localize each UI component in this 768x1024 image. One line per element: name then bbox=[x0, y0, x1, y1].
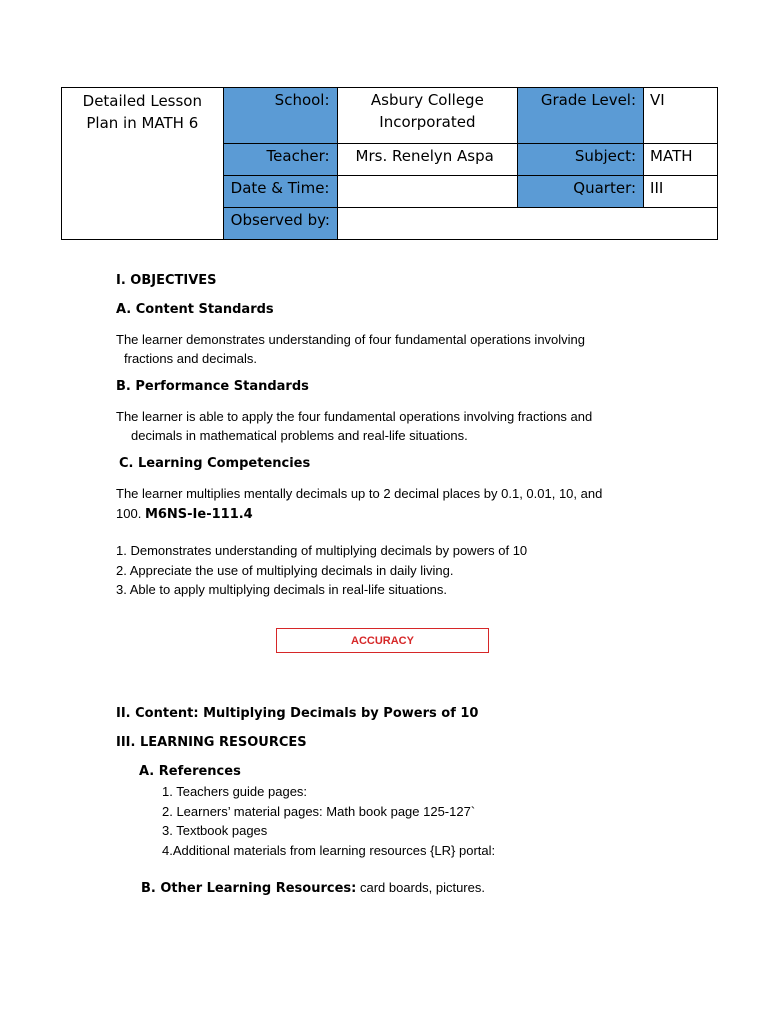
other-resources-label: B. Other Learning Resources: bbox=[141, 881, 357, 896]
performance-standards-heading: B. Performance Standards bbox=[116, 379, 309, 394]
competencies-line-2 bbox=[116, 504, 253, 524]
teacher-label: Teacher: bbox=[223, 144, 337, 176]
reference-item-3: 3. Textbook pages bbox=[162, 823, 268, 838]
school-label: School: bbox=[223, 88, 337, 144]
competency-item-3: 3. Able to apply multiplying decimals in real-life situations. bbox=[116, 582, 447, 597]
content-standards-line-1: The learner demonstrates understanding of four fundamental operations involving bbox=[116, 332, 586, 347]
content-heading: II. Content: Multiplying Decimals by Powers of 10 bbox=[116, 706, 479, 721]
reference-item-4: 4.Additional materials from learning resources {LR} portal: bbox=[162, 843, 496, 858]
competency-item-1: 1. Demonstrates understanding of multiplying decimals by powers of 10 bbox=[116, 543, 528, 558]
competencies-line-1: The learner multiplies mentally decimals up to 2 decimal places by 0.1, 0.01, 10, and bbox=[116, 486, 603, 501]
lesson-header-table bbox=[61, 87, 718, 240]
references-heading: A. References bbox=[139, 764, 241, 779]
school-value bbox=[337, 88, 518, 144]
accuracy-label-box: ACCURACY bbox=[276, 628, 489, 653]
title-line-1: Detailed Lesson bbox=[82, 92, 202, 110]
performance-standards-line-2: decimals in mathematical problems and real-life situations. bbox=[131, 428, 468, 443]
date-time-label: Date & Time: bbox=[223, 176, 337, 208]
competency-item-2: 2. Appreciate the use of multiplying decimals in daily living. bbox=[116, 563, 454, 578]
competencies-line-2-prefix: 100. bbox=[116, 506, 142, 521]
quarter-label: Quarter: bbox=[518, 176, 644, 208]
subject-label: Subject: bbox=[518, 144, 644, 176]
teacher-value: Mrs. Renelyn Aspa bbox=[337, 144, 518, 176]
lesson-plan-title bbox=[62, 88, 224, 240]
title-line-2: Plan in MATH 6 bbox=[86, 114, 199, 132]
grade-level-value: VI bbox=[644, 88, 718, 144]
content-standards-line-2: fractions and decimals. bbox=[124, 351, 257, 366]
reference-item-1: 1. Teachers guide pages: bbox=[162, 784, 308, 799]
objectives-heading: I. OBJECTIVES bbox=[116, 273, 217, 288]
subject-value: MATH bbox=[644, 144, 718, 176]
school-value-line-1: Asbury College bbox=[370, 91, 484, 109]
performance-standards-line-1: The learner is able to apply the four fundamental operations involving fractions and bbox=[116, 409, 593, 424]
school-value-line-2: Incorporated bbox=[379, 113, 476, 131]
competency-code: M6NS-Ie-111.4 bbox=[144, 507, 253, 522]
grade-level-label: Grade Level: bbox=[518, 88, 644, 144]
observed-by-value bbox=[337, 208, 717, 240]
other-resources-value: card boards, pictures. bbox=[356, 880, 485, 895]
observed-by-label: Observed by: bbox=[223, 208, 337, 240]
quarter-value: III bbox=[644, 176, 718, 208]
learning-resources-heading: III. LEARNING RESOURCES bbox=[116, 735, 307, 750]
other-resources bbox=[141, 878, 485, 898]
reference-item-2: 2. Learners’ material pages: Math book page 125-127` bbox=[162, 804, 476, 819]
content-standards-heading: A. Content Standards bbox=[116, 302, 274, 317]
learning-competencies-heading: C. Learning Competencies bbox=[119, 456, 311, 471]
date-time-value bbox=[337, 176, 518, 208]
